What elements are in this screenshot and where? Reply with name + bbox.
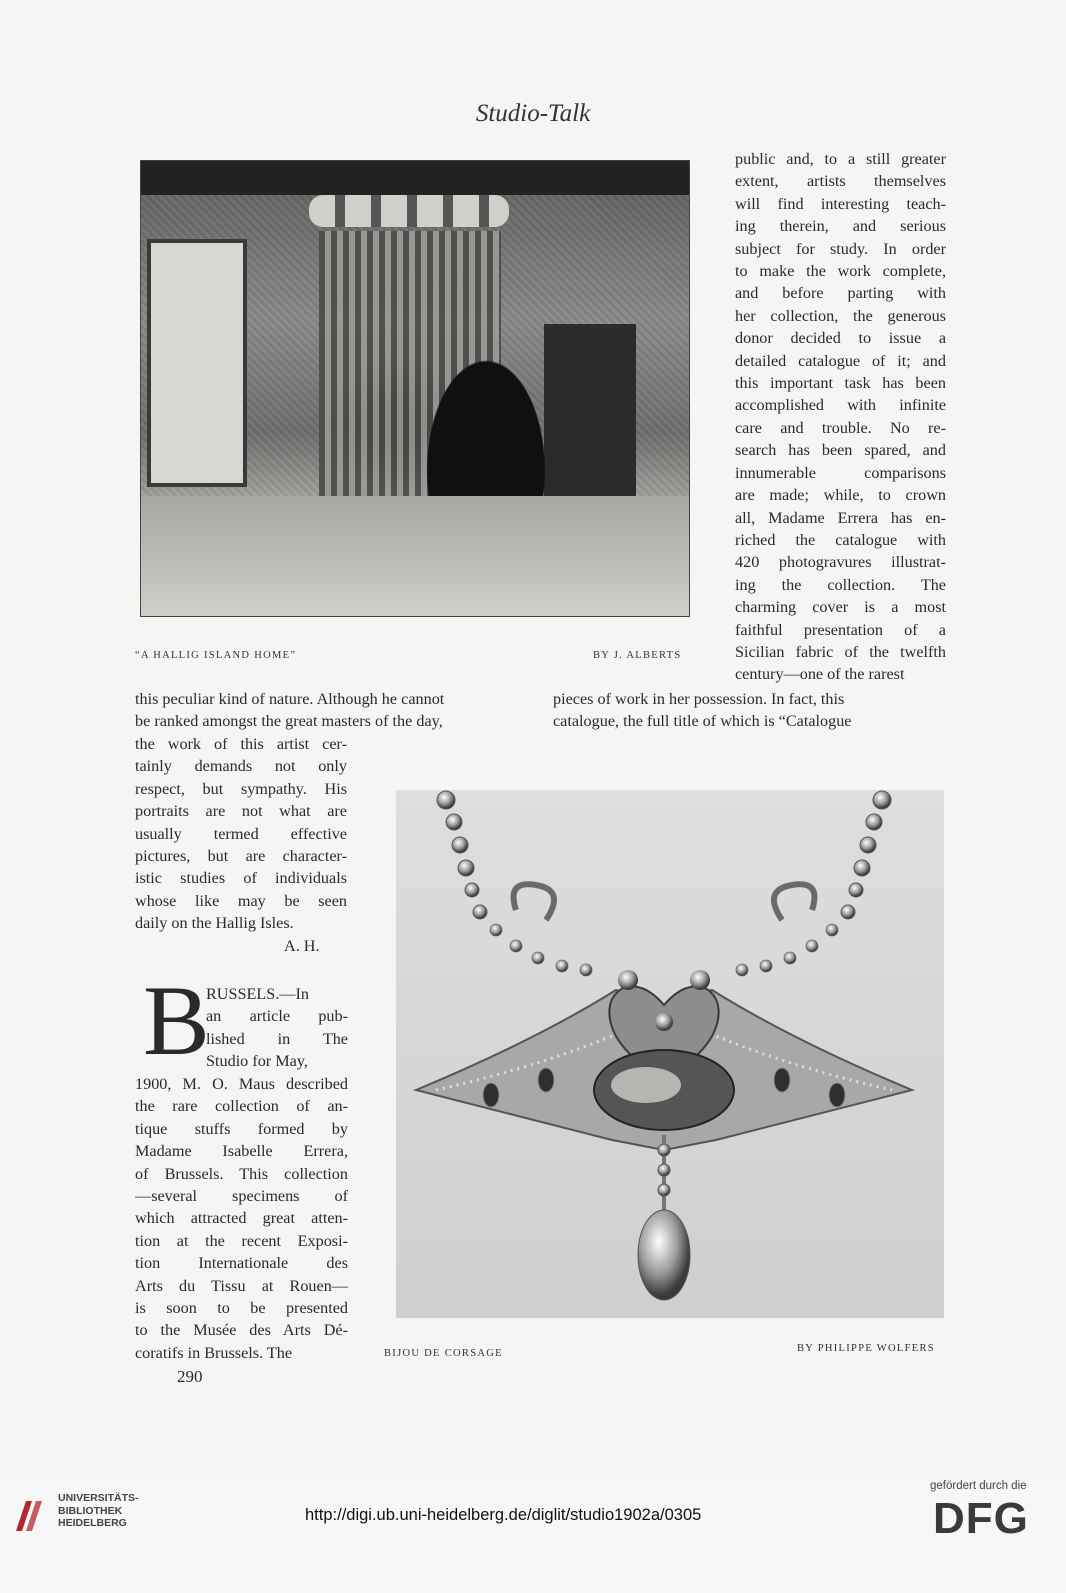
- right-column-line: accomplished with infinite: [735, 396, 946, 415]
- left-column-line: whose like may be seen: [135, 891, 347, 910]
- dropcap-letter: B: [143, 965, 210, 1076]
- right-column-line: riched the catalogue with: [735, 530, 946, 549]
- right-column-line: extent, artists themselves: [735, 172, 946, 191]
- funded-by-label: gefördert durch die: [930, 1480, 1027, 1492]
- plate-wall-plates: [309, 195, 509, 227]
- right-column-line: will find interesting teach-: [735, 194, 946, 213]
- right-column-line: charming cover is a most: [735, 598, 946, 617]
- right-column-line: Sicilian fabric of the twelfth: [735, 642, 946, 661]
- dropcap-line: Studio for May,: [206, 1052, 308, 1071]
- left-chain: [437, 791, 487, 919]
- dfg-logo[interactable]: DFG: [933, 1494, 1029, 1543]
- viewer-footer: [0, 1475, 1066, 1593]
- plate-floor: [141, 496, 689, 616]
- brussels-line: to the Musée des Arts Dé-: [135, 1321, 348, 1340]
- right-column-line: donor decided to issue a: [735, 329, 946, 348]
- library-name-line2: BIBLIOTHEK: [58, 1504, 123, 1517]
- illustration-hallig-island-home: [140, 160, 690, 617]
- plate-ceiling: [141, 161, 689, 195]
- brussels-line: coratifs in Brussels. The: [135, 1343, 293, 1362]
- running-head: Studio-Talk: [475, 100, 591, 127]
- pendant-drop: [638, 1144, 690, 1300]
- right-column-line: faithful presentation of a: [735, 620, 946, 639]
- right-column-line: are made; while, to crown: [735, 486, 946, 505]
- right-column-line: ing therein, and serious: [735, 217, 946, 236]
- dropcap-line: lished in The: [206, 1029, 348, 1048]
- fig2-caption-credit: BY PHILIPPE WOLFERS: [797, 1343, 935, 1354]
- library-name[interactable]: [58, 1492, 139, 1530]
- left-column-text: [135, 733, 347, 935]
- brussels-line: —several specimens of: [135, 1187, 348, 1206]
- left-column-line: istic studies of individuals: [135, 869, 347, 888]
- library-name-line3: HEIDELBERG: [58, 1517, 127, 1529]
- signature-initials: A. H.: [284, 937, 320, 955]
- brussels-line: 1900, M. O. Maus described: [135, 1075, 348, 1093]
- right-column-line: this important task has been: [735, 374, 946, 393]
- left-column-line: respect, but sympathy. His: [135, 779, 347, 798]
- fig1-caption-title: “A HALLIG ISLAND HOME”: [135, 650, 297, 661]
- brussels-line: tion Internationale des: [135, 1254, 348, 1273]
- brussels-line: Arts du Tissu at Rouen—: [135, 1276, 348, 1295]
- left-column-line: tainly demands not only: [135, 757, 347, 776]
- brussels-line: of Brussels. This collection: [135, 1164, 348, 1183]
- plate-doorway: [147, 239, 247, 487]
- illustration-bijou-de-corsage: [396, 790, 944, 1318]
- dropcap-line: an article pub-: [206, 1007, 348, 1026]
- right-column-line: century—one of the rarest: [735, 665, 905, 684]
- right-column-line: ing the collection. The: [735, 575, 946, 594]
- dropcap-line: RUSSELS.—In: [206, 985, 309, 1003]
- wide-line-right-1: pieces of work in her possession. In fact, this: [553, 690, 845, 708]
- wide-line-left-1: this peculiar kind of nature. Although he cannot: [135, 690, 445, 708]
- right-column-text: [735, 148, 946, 686]
- permalink-url[interactable]: http://digi.ub.uni-heidelberg.de/diglit/studio1902a/0305: [305, 1506, 702, 1524]
- brussels-line: Madame Isabelle Errera,: [135, 1142, 348, 1161]
- left-column-line: usually termed effective: [135, 824, 347, 843]
- left-column-line: daily on the Hallig Isles.: [135, 914, 294, 933]
- right-column-line: 420 photogravures illustrat-: [735, 553, 946, 572]
- right-column-line: subject for study. In order: [735, 239, 946, 258]
- left-column-line: pictures, but are character-: [135, 847, 347, 866]
- brussels-paragraph: [135, 1073, 348, 1364]
- right-chain: [841, 791, 891, 919]
- right-column-line: public and, to a still greater: [735, 150, 946, 168]
- wide-line-left-2: be ranked amongst the great masters of the day,: [135, 712, 443, 730]
- right-column-line: search has been spared, and: [735, 441, 946, 460]
- right-column-line: her collection, the generous: [735, 306, 946, 325]
- right-column-line: all, Madame Errera has en-: [735, 508, 946, 527]
- right-column-line: to make the work complete,: [735, 262, 946, 281]
- brussels-line: which attracted great atten-: [135, 1209, 348, 1228]
- brussels-line: tique stuffs formed by: [135, 1119, 348, 1138]
- library-logo-icon[interactable]: [12, 1495, 48, 1535]
- fig2-caption-title: BIJOU DE CORSAGE: [384, 1348, 503, 1359]
- right-column-line: care and trouble. No re-: [735, 418, 946, 437]
- left-column-line: portraits are not what are: [135, 802, 347, 821]
- brussels-line: the rare collection of an-: [135, 1097, 348, 1116]
- right-column-line: innumerable comparisons: [735, 463, 946, 482]
- brussels-dropcap-lines: [206, 983, 348, 1073]
- wide-line-right-2: catalogue, the full title of which is “Catalogue: [553, 712, 852, 730]
- left-column-line: the work of this artist cer-: [135, 735, 347, 753]
- fig1-caption-credit: BY J. ALBERTS: [593, 650, 682, 661]
- page-number: 290: [177, 1367, 203, 1386]
- right-column-line: detailed catalogue of it; and: [735, 351, 946, 370]
- pendant-drawing: [396, 790, 944, 1318]
- brussels-line: is soon to be presented: [135, 1299, 348, 1318]
- right-column-line: and before parting with: [735, 284, 946, 303]
- library-name-line1: UNIVERSITÄTS-: [58, 1492, 139, 1504]
- brussels-line: tion at the recent Exposi-: [135, 1231, 348, 1250]
- necklace-swag: [490, 924, 838, 976]
